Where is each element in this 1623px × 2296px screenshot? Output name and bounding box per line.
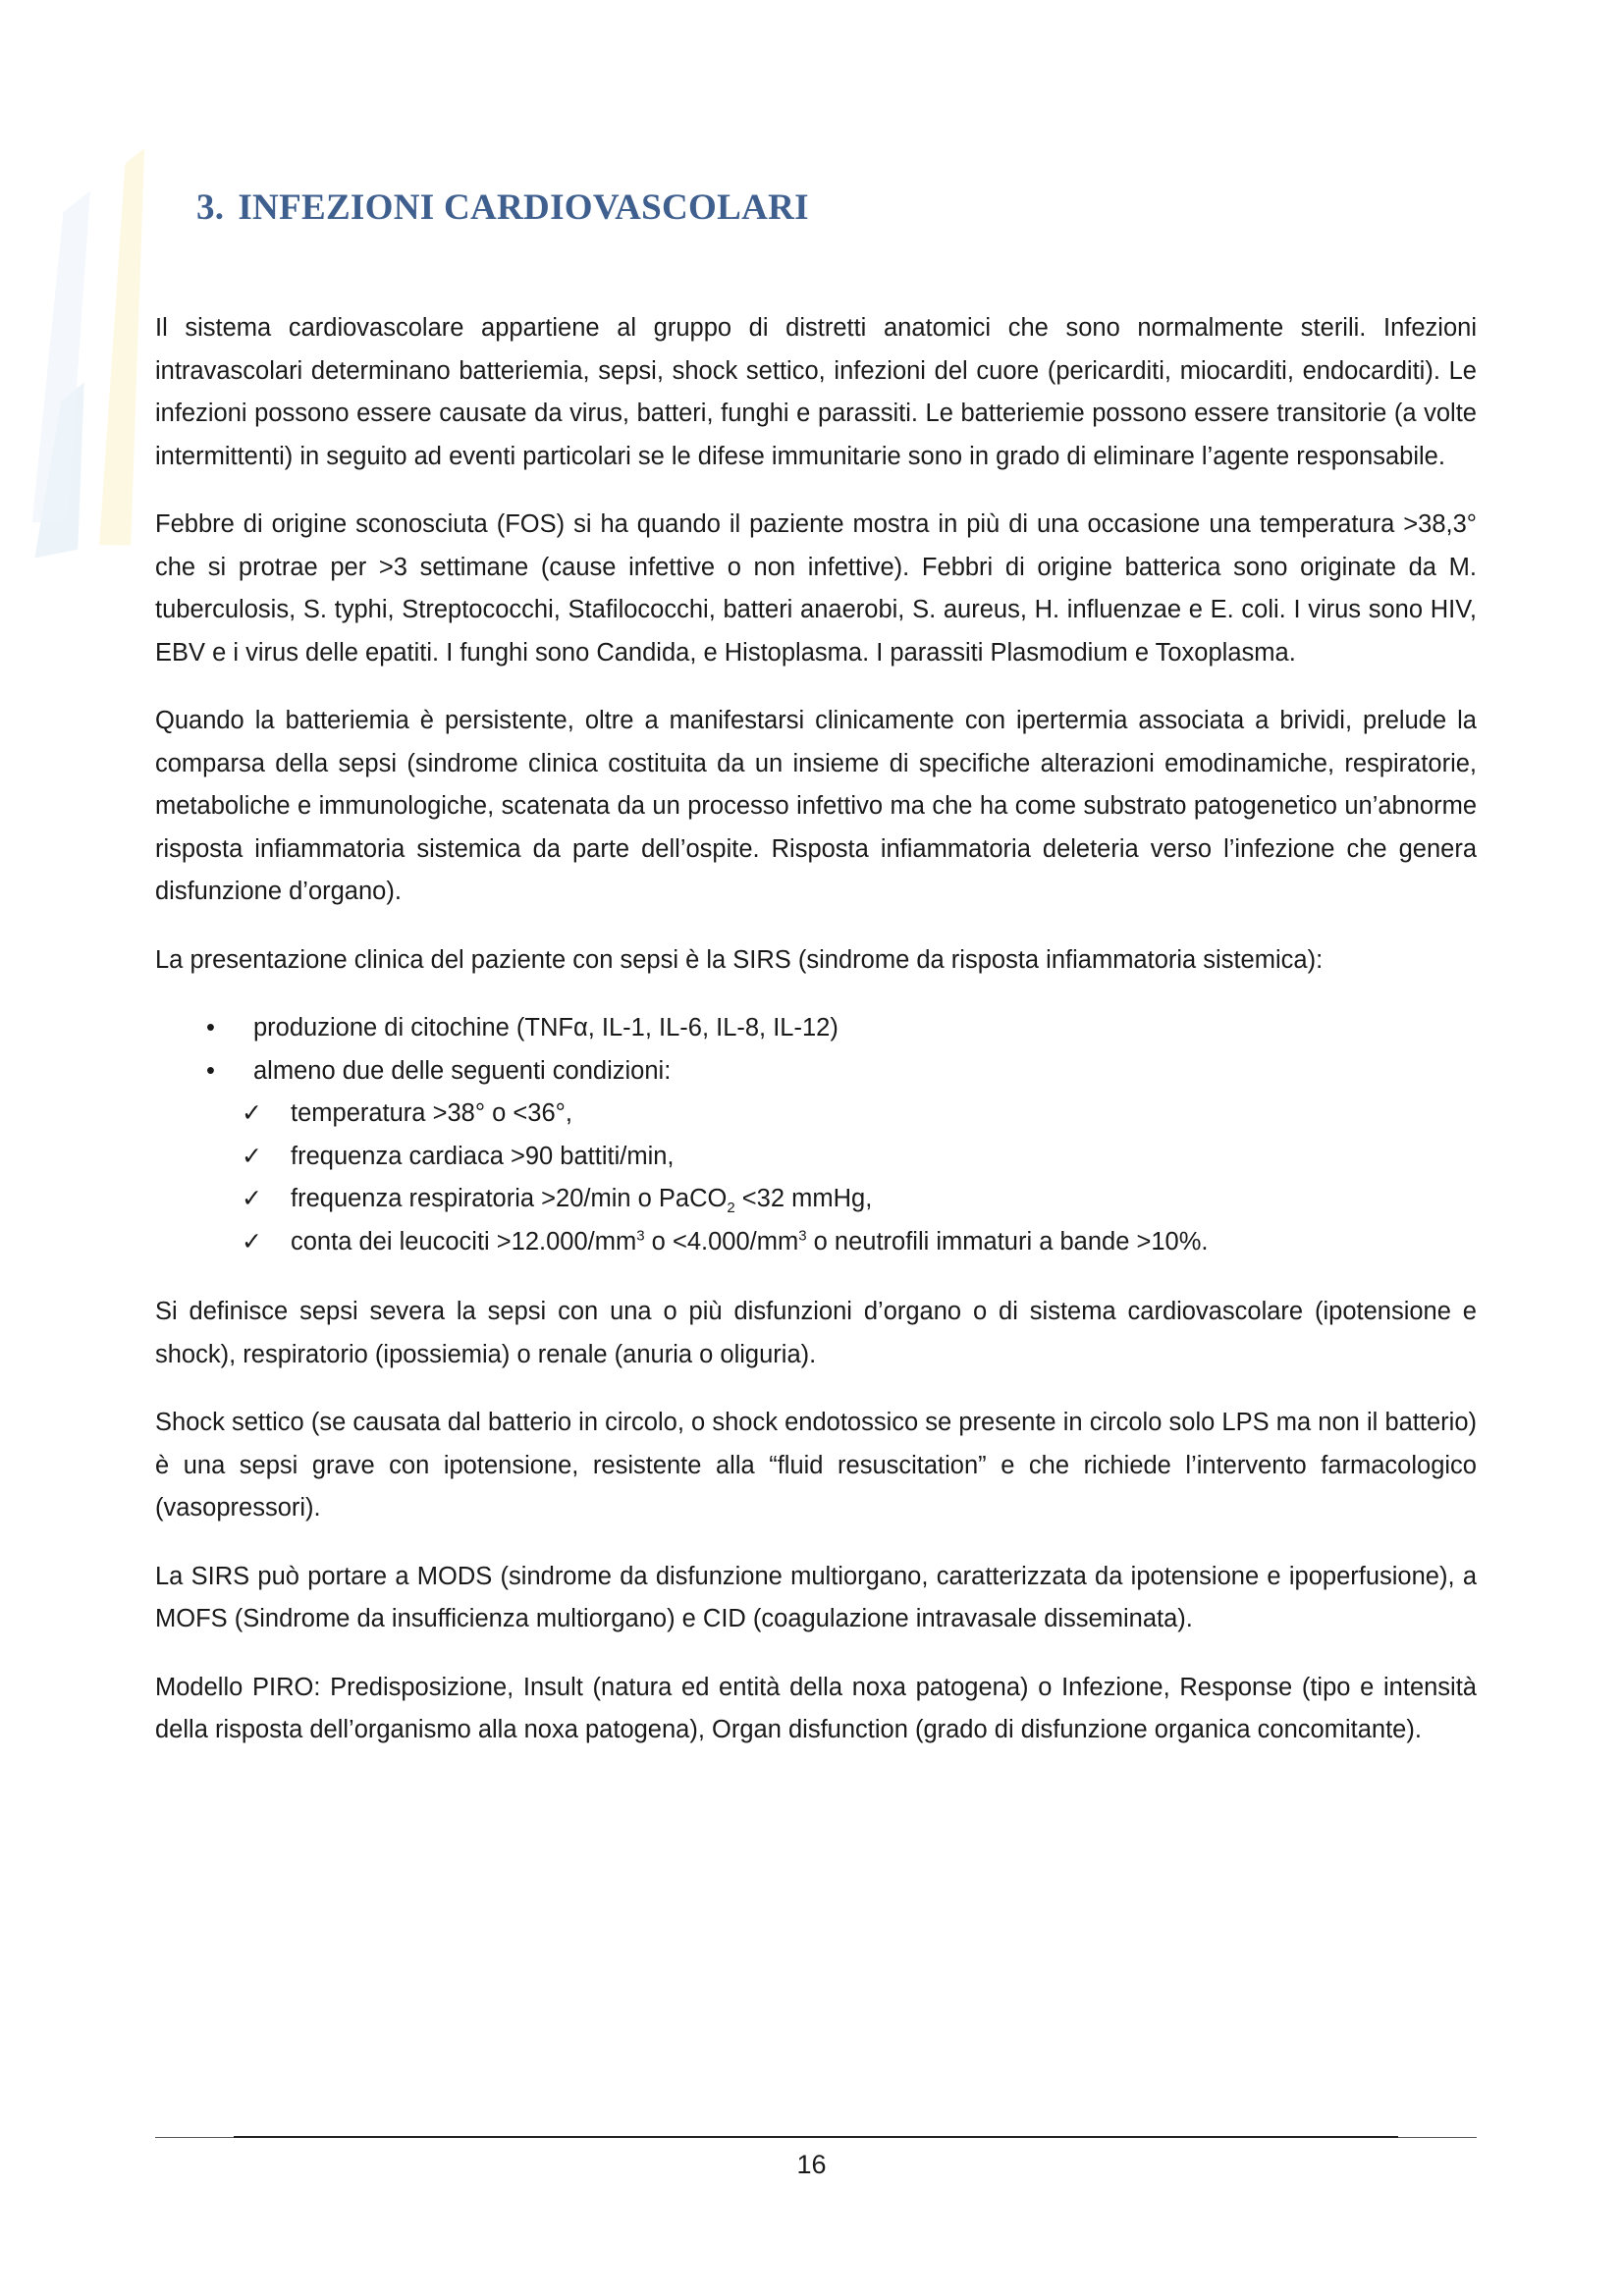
section-number: 3. [196, 187, 225, 228]
list-item [155, 1221, 1477, 1264]
list-item [155, 1093, 1477, 1136]
page-number: 16 [796, 2150, 827, 2179]
list-item [155, 1178, 1477, 1221]
list-item [155, 1007, 1477, 1050]
section-heading [196, 187, 1477, 229]
list-item-text: almeno due delle seguenti condizioni: [253, 1056, 672, 1085]
paragraph: Quando la batteriemia è persistente, oltre a manifestarsi clinicamente con ipertermia associata a brividi, prelude la comparsa della sepsi (sindrome clinica costituita da un insieme di specifiche alterazioni emodinamiche, respiratorie, metaboliche e immunologiche, scatenata da un processo infettivo ma che ha come substrato patogenetico un’abnorme risposta infiammatoria sistemica da parte dell’ospite. Risposta infiammatoria deleteria verso l’infezione che genera disfunzione d’organo). [155, 707, 1477, 905]
paragraph: Il sistema cardiovascolare appartiene al gruppo di distretti anatomici che sono normalmente sterili. Infezioni intravascolari determinano batteriemia, sepsi, shock settico, infezioni del cuore (pericarditi, miocarditi, endocarditi). Le infezioni possono essere causate da virus, batteri, funghi e parassiti. Le batteriemie possono essere transitorie (a volte intermittenti) in seguito ad eventi particolari se le difese immunitarie sono in grado di eliminare l’agente responsabile. [155, 314, 1477, 470]
checkmark-icon: ✓ [242, 1227, 262, 1255]
bullet-icon: • [206, 1014, 215, 1041]
superscript: 3 [636, 1227, 645, 1244]
conditions-list [242, 1093, 1477, 1263]
paragraph: Shock settico (se causata dal batterio in circolo, o shock endotossico se presente in circolo solo LPS ma non il batterio) è una sepsi grave con ipotensione, resistente alla “fluid resuscitation” e che richiede l’intervento farmacologico (vasopressori). [155, 1409, 1477, 1522]
paragraph: Si definisce sepsi severa la sepsi con una o più disfunzioni d’organo o di sistema cardiovascolare (ipotensione e shock), respiratorio (ipossiemia) o renale (anuria o oliguria). [155, 1298, 1477, 1368]
footer-divider [155, 2137, 1477, 2138]
paragraph: La presentazione clinica del paziente con sepsi è la SIRS (sindrome da risposta infiammatoria sistemica): [155, 945, 1324, 974]
list-item-text: conta dei leucociti >12.000/mm [291, 1227, 637, 1255]
paragraph: La SIRS può portare a MODS (sindrome da disfunzione multiorgano, caratterizzata da ipotensione e ipoperfusione), a MOFS (Sindrome da insufficienza multiorgano) e CID (coagulazione intravasale disseminata). [155, 1562, 1477, 1632]
list-item-text: temperatura >38° o <36°, [291, 1099, 572, 1127]
paragraph: Febbre di origine sconosciuta (FOS) si ha quando il paziente mostra in più di una occasione una temperatura >38,3° che si protrae per >3 settimane (cause infettive o non infettive). Febbri di origine batterica sono originate da M. tuberculosis, S. typhi, Streptococchi, Stafilococchi, batteri anaerobi, S. aureus, H. influenzae e E. coli. I virus sono HIV, EBV e i virus delle epatiti. I funghi sono Candida, e Histoplasma. I parassiti Plasmodium e Toxoplasma. [155, 510, 1477, 667]
list-item-text: frequenza cardiaca >90 battiti/min, [291, 1142, 675, 1170]
list-item-text: produzione di citochine (TNFα, IL-1, IL-6, IL-8, IL-12) [253, 1014, 839, 1041]
bullet-icon: • [206, 1056, 215, 1085]
list-item-text: o neutrofili immaturi a bande >10%. [806, 1227, 1209, 1255]
paragraph: Modello PIRO: Predisposizione, Insult (natura ed entità della noxa patogena) o Infezione, Response (tipo e intensità della risposta dell’organismo alla noxa patogena), Organ disfunction (grado di disfunzione organica concomitante). [155, 1673, 1477, 1743]
list-item-text: frequenza respiratoria >20/min o PaCO [291, 1185, 728, 1212]
list-item-text: <32 mmHg, [734, 1185, 873, 1212]
list-item [155, 1050, 1477, 1264]
document-page [155, 187, 1477, 1778]
section-title: INFEZIONI CARDIOVASCOLARI [238, 187, 809, 228]
checkmark-icon: ✓ [242, 1185, 262, 1212]
list-item-text: o <4.000/mm [644, 1227, 799, 1255]
sirs-criteria-list [155, 1007, 1477, 1263]
body-text [155, 307, 1477, 1752]
checkmark-icon: ✓ [242, 1099, 262, 1127]
superscript: 3 [798, 1227, 807, 1244]
subscript: 2 [727, 1200, 735, 1217]
list-item [155, 1136, 1477, 1179]
checkmark-icon: ✓ [242, 1142, 262, 1170]
